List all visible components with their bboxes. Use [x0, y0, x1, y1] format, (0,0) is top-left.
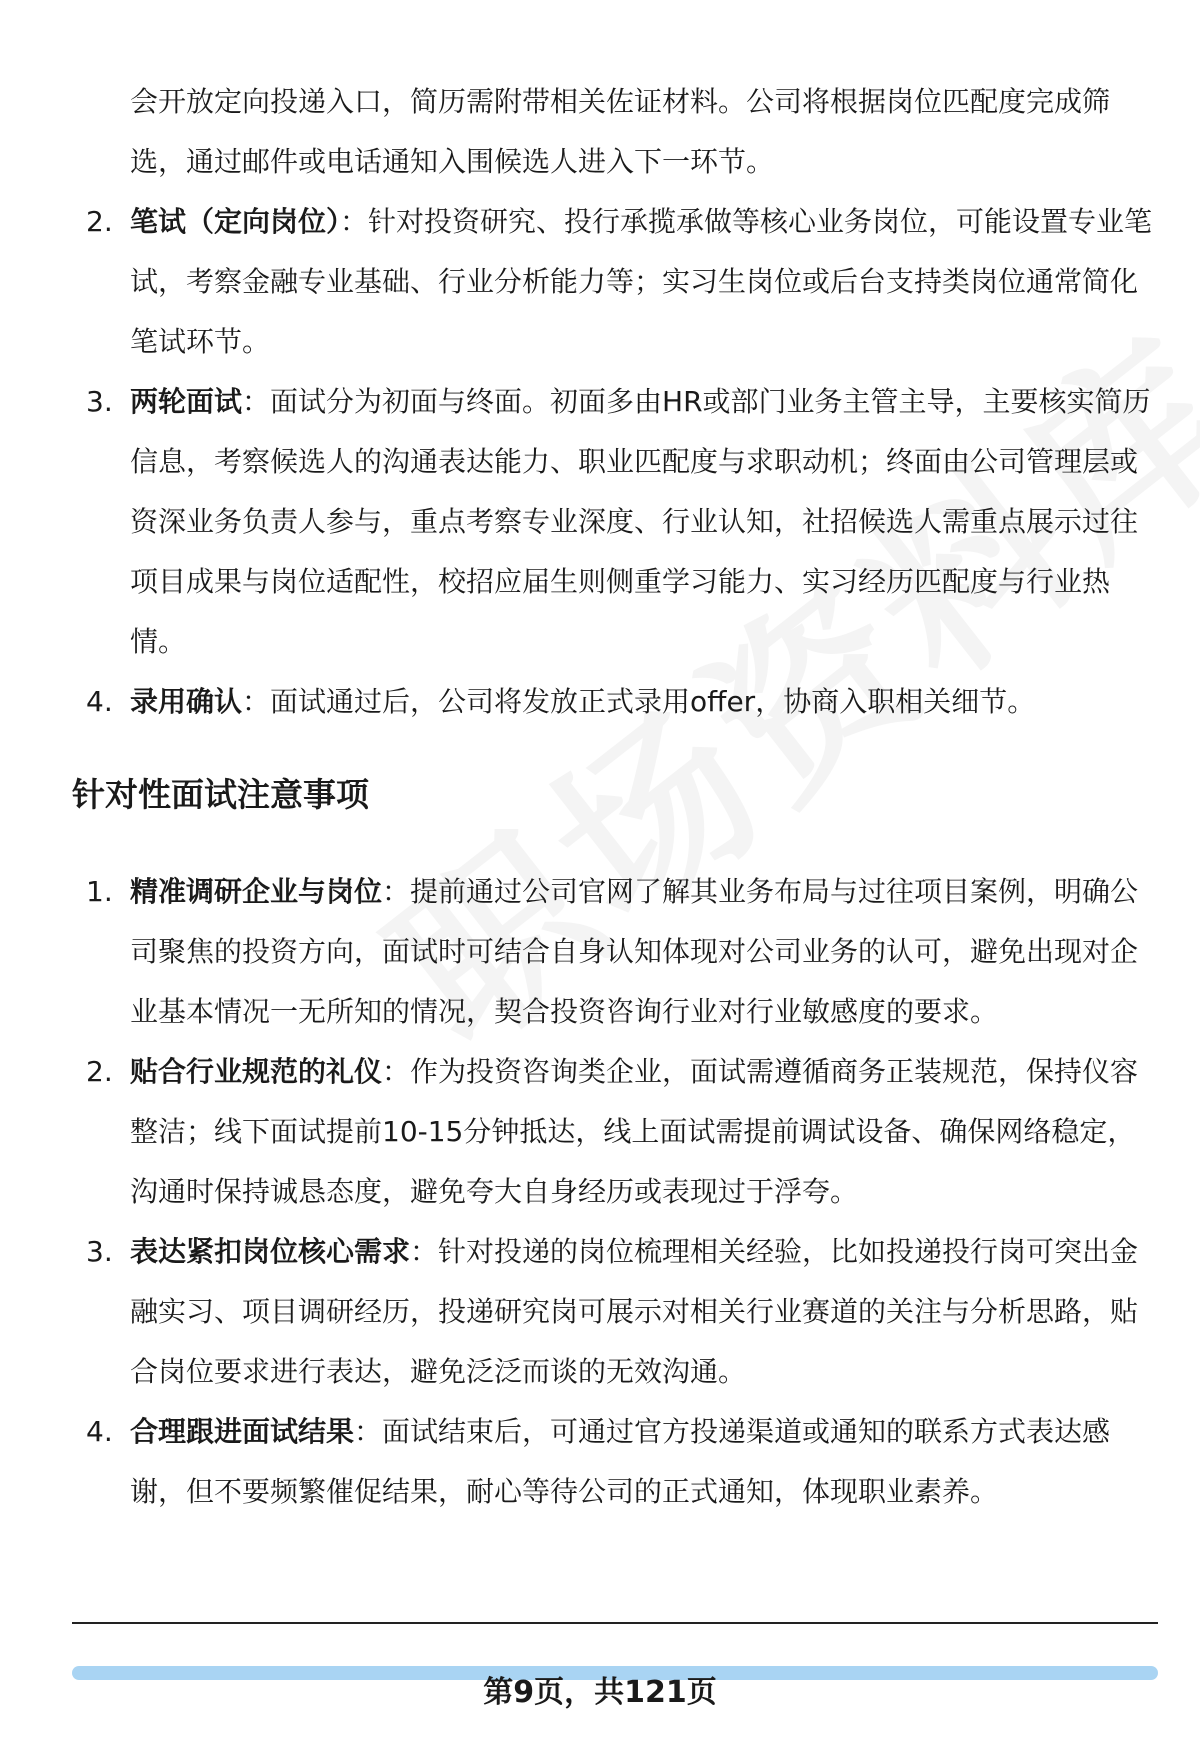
- item-text: 作为投资咨询类企业，面试需遵循商务正装规范，保持仪容整洁；线下面试提前10-15分钟抵达，线上面试需提前调试设备、确保网络稳定，沟通时保持诚恳态度，避免夸大自身经历或表现过于浮夸。: [130, 1055, 1139, 1208]
- list-item: [72, 1222, 1162, 1402]
- item-separator: ：: [340, 205, 369, 238]
- list-item: [72, 672, 1162, 732]
- item-title: 录用确认: [130, 685, 243, 718]
- item-number: 3.: [86, 1235, 113, 1268]
- item-title: 表达紧扣岗位核心需求: [130, 1235, 411, 1268]
- item-text: 针对投递的岗位梳理相关经验，比如投递投行岗可突出金融实习、项目调研经历，投递研究岗可展示对相关行业赛道的关注与分析思路，贴合岗位要求进行表达，避免泛泛而谈的无效沟通。: [130, 1235, 1139, 1388]
- item-title: 贴合行业规范的礼仪: [130, 1055, 383, 1088]
- list-item: [72, 372, 1162, 672]
- item-separator: ：: [242, 685, 271, 718]
- item-number: 2.: [86, 205, 113, 238]
- item-text: 面试通过后，公司将发放正式录用offer，协商入职相关细节。: [270, 685, 1036, 718]
- item-separator: ：: [382, 875, 411, 908]
- item-text: 针对投资研究、投行承揽承做等核心业务岗位，可能设置专业笔试，考察金融专业基础、行业分析能力等；实习生岗位或后台支持类岗位通常简化笔试环节。: [130, 205, 1153, 358]
- list-item: [72, 192, 1162, 372]
- item-separator: ：: [382, 1055, 411, 1088]
- item-text: 面试分为初面与终面。初面多由HR或部门业务主管主导，主要核实简历信息，考察候选人的沟通表达能力、职业匹配度与求职动机；终面由公司管理层或资深业务负责人参与，重点考察专业深度、行业认知，社招候选人需重点展示过往项目成果与岗位适配性，校招应届生则侧重学习能力、实习经历匹配度与行业热情。: [130, 385, 1151, 658]
- item-number: 3.: [86, 385, 113, 418]
- list-item-continuation: 会开放定向投递入口，简历需附带相关佐证材料。公司将根据岗位匹配度完成筛选，通过邮件或电话通知入围候选人进入下一环节。: [130, 85, 1111, 178]
- item-separator: ：: [410, 1235, 439, 1268]
- item-number: 4.: [86, 685, 113, 718]
- list-item: [72, 1042, 1162, 1222]
- item-separator: ：: [242, 385, 271, 418]
- footer-divider: [72, 1622, 1158, 1624]
- tips-list: [72, 862, 1162, 1522]
- list-item: [72, 862, 1162, 1042]
- item-number: 1.: [86, 875, 113, 908]
- process-list: [72, 72, 1162, 732]
- page-number: 第9页，共121页: [483, 1675, 717, 1710]
- item-title: 笔试（定向岗位）: [130, 205, 341, 238]
- item-text: 面试结束后，可通过官方投递渠道或通知的联系方式表达感谢，但不要频繁催促结果，耐心等待公司的正式通知，体现职业素养。: [130, 1415, 1111, 1508]
- item-title: 两轮面试: [130, 385, 243, 418]
- item-number: 2.: [86, 1055, 113, 1088]
- item-separator: ：: [354, 1415, 383, 1448]
- item-title: 精准调研企业与岗位: [130, 875, 383, 908]
- item-title: 合理跟进面试结果: [130, 1415, 355, 1448]
- list-item: [72, 1402, 1162, 1522]
- item-number: 4.: [86, 1415, 113, 1448]
- section-heading: 针对性面试注意事项: [72, 775, 369, 814]
- item-text: 提前通过公司官网了解其业务布局与过往项目案例，明确公司聚焦的投资方向，面试时可结合自身认知体现对公司业务的认可，避免出现对企业基本情况一无所知的情况，契合投资咨询行业对行业敏感度的要求。: [130, 875, 1139, 1028]
